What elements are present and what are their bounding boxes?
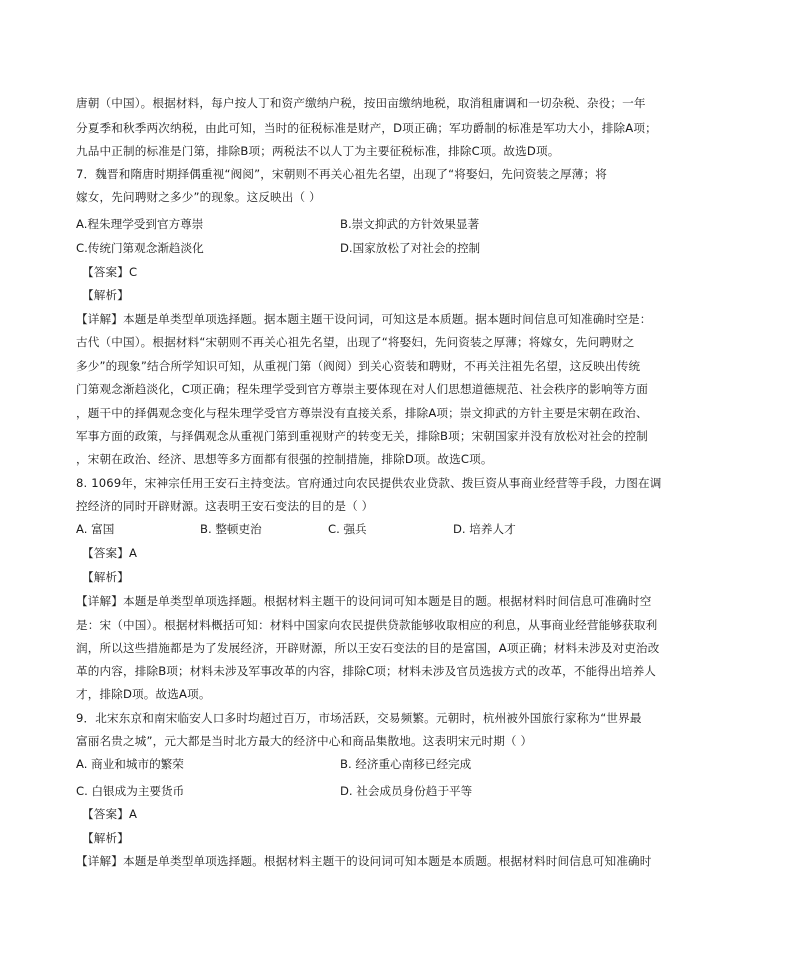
question-8-stem: 控经济的同时开辟财源。这表明王安石变法的目的是（ ） xyxy=(76,499,374,513)
option-a: A.程朱理学受到官方尊崇 xyxy=(76,217,204,231)
analysis-label: 【解析】 xyxy=(82,570,129,584)
option-d: D.国家放松了对社会的控制 xyxy=(340,241,481,255)
explanation-line: 【详解】本题是单类型单项选择题。根据材料主题干的设问词可知本题是目的题。根据材料时间信息可准确时空 xyxy=(76,594,652,608)
explanation-line: ，宋朝在政治、经济、思想等多方面都有很强的控制措施，排除D项。故选C项。 xyxy=(76,452,493,466)
explanation-line: 革的内容，排除B项；材料未涉及军事改革的内容，排除C项；材料未涉及官员选拔方式的改革，不能得出培养人 xyxy=(76,664,657,678)
option-a: A. 富国 xyxy=(76,522,115,536)
explanation-line: 【详解】本题是单类型单项选择题。据本题主题干设问词，可知这是本质题。据本题时间信息可知准确时空是： xyxy=(76,312,652,326)
text-line: 分夏季和秋季两次纳税，由此可知，当时的征税标准是财产，D项正确；军功爵制的标准是军功大小，排除A项； xyxy=(76,121,657,135)
answer-label: 【答案】A xyxy=(82,546,138,560)
option-a: A. 商业和城市的繁荣 xyxy=(76,757,184,771)
explanation-line: 门第观念渐趋淡化，C项正确；程朱理学受到官方尊崇主要体现在对人们思想道德规范、社会秩序的影响等方面 xyxy=(76,382,648,396)
option-c: C. 强兵 xyxy=(328,522,367,536)
explanation-line: ，题干中的择偶观念变化与程朱理学受官方尊崇没有直接关系，排除A项；崇文抑武的方针主要是宋朝在政治、 xyxy=(76,406,648,420)
option-b: B. 整顿吏治 xyxy=(200,522,262,536)
explanation-line: 才，排除D项。故选A项。 xyxy=(76,687,211,701)
option-b: B. 经济重心南移已经完成 xyxy=(340,757,472,771)
option-d: D. 培养人才 xyxy=(453,522,516,536)
explanation-line: 【详解】本题是单类型单项选择题。根据材料主题干的设问词可知本题是本质题。根据材料时间信息可知准确时 xyxy=(76,854,652,868)
option-b: B.崇文抑武的方针效果显著 xyxy=(340,217,480,231)
explanation-line: 古代（中国）。根据材料“宋朝则不再关心祖先名望，出现了“将娶妇，先问资装之厚薄；将嫁女，先问聘财之 xyxy=(76,335,635,349)
analysis-label: 【解析】 xyxy=(82,288,129,302)
option-c: C. 白银成为主要货币 xyxy=(76,784,185,798)
answer-label: 【答案】C xyxy=(82,265,138,279)
explanation-line: 军事方面的政策，与择偶观念从重视门第到重视财产的转变无关，排除B项；宋朝国家并没有放松对社会的控制 xyxy=(76,429,648,443)
answer-label: 【答案】A xyxy=(82,807,138,821)
text-line: 九品中正制的标准是门第，排除B项；两税法不以人丁为主要征税标准，排除C项。故选D项。 xyxy=(76,144,560,158)
question-7-stem: 嫁女，先问聘财之多少”的现象。这反映出（ ） xyxy=(76,190,321,204)
analysis-label: 【解析】 xyxy=(82,831,129,845)
option-c: C.传统门第观念渐趋淡化 xyxy=(76,241,204,255)
question-9-stem: 富丽名贵之城”，元大都是当时北方最大的经济中心和商品集散地。这表明宋元时期（ ） xyxy=(76,734,533,748)
explanation-line: 是：宋（中国）。根据材料概括可知：材料中国家向农民提供贷款能够收取相应的利息，从事商业经营能够获取利 xyxy=(76,618,658,632)
question-8-stem: 8. 1069年，宋神宗任用王安石主持变法。官府通过向农民提供农业贷款、拨巨资从事商业经营等手段，力图在调 xyxy=(76,476,662,490)
question-9-stem: 9．北宋东京和南宋临安人口多时均超过百万，市场活跃，交易频繁。元朝时，杭州被外国旅行家称为“世界最 xyxy=(76,711,642,725)
text-line: 唐朝（中国）。根据材料，每户按人丁和资产缴纳户税，按田亩缴纳地税，取消租庸调和一切杂税、杂役；一年 xyxy=(76,96,646,110)
question-7-stem: 7．魏晋和隋唐时期择偶重视“阀阅”，宋朝则不再关心祖先名望，出现了“将娶妇，先问资装之厚薄；将 xyxy=(76,167,607,181)
option-d: D. 社会成员身份趋于平等 xyxy=(340,784,473,798)
explanation-line: 多少”的现象”结合所学知识可知，从重视门第（阀阅）到关心资装和聘财，不再关注祖先名望，这反映出传统 xyxy=(76,359,641,373)
explanation-line: 润，所以这些措施都是为了发展经济，开辟财源，所以王安石变法的目的是富国，A项正确；材料未涉及对吏治改 xyxy=(76,641,660,655)
